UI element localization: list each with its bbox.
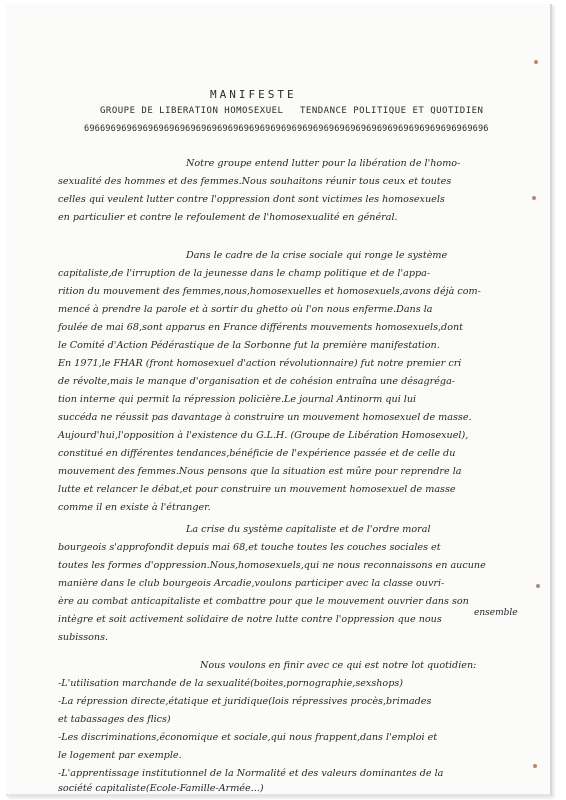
text-line: en particulier et contre le refoulement de l'homosexualité en général.	[58, 212, 398, 223]
text-line: Notre groupe entend lutter pour la libération de l'homo-	[186, 158, 461, 169]
list-item: le logement par exemple.	[58, 750, 182, 761]
text-line: mouvement des femmes.Nous pensons que la situation est mûre pour reprendre la	[58, 466, 462, 477]
text-line: lutte et relancer le débat,et pour construire un mouvement homosexuel de masse	[58, 484, 456, 495]
decorative-rule: 6966969696969696969696969696969696969696969696969696969696969696969696969696	[84, 124, 489, 134]
list-item: -L'apprentissage institutionnel de la Normalité et des valeurs dominantes de la	[58, 768, 444, 779]
tendency-heading: TENDANCE POLITIQUE ET QUOTIDIEN	[300, 106, 484, 116]
text-line: Dans le cadre de la crise sociale qui ronge le système	[186, 250, 448, 261]
list-item: -La répression directe,étatique et juridique(lois répressives procès,brimades	[58, 696, 432, 707]
text-line: toutes les formes d'oppression.Nous,homosexuels,qui ne nous reconnaissons en aucune	[58, 560, 486, 571]
text-line: La crise du système capitaliste et de l'ordre moral	[186, 524, 431, 535]
text-line: subissons.	[58, 632, 109, 643]
text-line: bourgeois s'approfondit depuis mai 68,et touche toutes les couches sociales et	[58, 542, 441, 553]
text-line: sexualité des hommes et des femmes.Nous souhaitons réunir tous ceux et toutes	[58, 176, 452, 187]
text-line: foulée de mai 68,sont apparus en France différents mouvements homosexuels,dont	[58, 322, 464, 333]
punch-hole-mark	[534, 60, 538, 64]
punch-hole-mark	[536, 584, 540, 588]
text-line: rition du mouvement des femmes,nous,homosexuelles et homosexuels,avons déjà com-	[58, 286, 481, 297]
punch-hole-mark	[533, 764, 537, 768]
text-line: intègre et soit activement solidaire de notre lutte contre l'oppression que nous	[58, 614, 442, 625]
text-line: mencé à prendre la parole et à sortir du ghetto où l'on nous enferme.Dans la	[58, 304, 433, 315]
punch-hole-mark	[532, 196, 536, 200]
text-line: En 1971,le FHAR (front homosexuel d'action révolutionnaire) fut notre premier cri	[58, 358, 462, 369]
page-title: MANIFESTE	[210, 88, 297, 101]
text-line: le Comité d'Action Pédérastique de la Sorbonne fut la première manifestation.	[58, 340, 440, 351]
list-item: -L'utilisation marchande de la sexualité(boites,pornographie,sexshops)	[58, 678, 404, 689]
list-item: société capitaliste(Ecole-Famille-Armée...)	[58, 783, 264, 794]
text-line: comme il en existe à l'étranger.	[58, 502, 211, 513]
group-heading: GROUPE DE LIBERATION HOMOSEXUEL	[100, 106, 284, 116]
text-line: succéda ne réussit pas davantage à construire un mouvement homosexuel de masse.	[58, 412, 472, 423]
text-line: de révolte,mais le manque d'organisation et de cohésion entraîna une désagréga-	[58, 376, 456, 387]
list-item: et tabassages des flics)	[58, 714, 171, 725]
text-line: tion interne qui permit la répression policière.Le journal Antinorm qui lui	[58, 394, 417, 405]
margin-note: ensemble	[474, 608, 518, 618]
text-line: Aujourd'hui,l'opposition à l'existence du G.L.H. (Groupe de Libération Homosexuel),	[58, 430, 469, 441]
text-line: capitaliste,de l'irruption de la jeunesse dans le champ politique et de l'appa-	[58, 268, 431, 279]
text-line: ère au combat anticapitaliste et combattre pour que le mouvement ouvrier dans son	[58, 596, 469, 607]
list-item: -Les discriminations,économique et sociale,qui nous frappent,dans l'emploi et	[58, 732, 438, 743]
text-line: constitué en différentes tendances,bénéficie de l'expérience passée et de celle du	[58, 448, 456, 459]
text-line: Nous voulons en finir avec ce qui est notre lot quotidien:	[200, 660, 477, 671]
text-line: manière dans le club bourgeois Arcadie,voulons participer avec la classe ouvri-	[58, 578, 445, 589]
text-line: celles qui veulent lutter contre l'oppression dont sont victimes les homosexuels	[58, 194, 445, 205]
